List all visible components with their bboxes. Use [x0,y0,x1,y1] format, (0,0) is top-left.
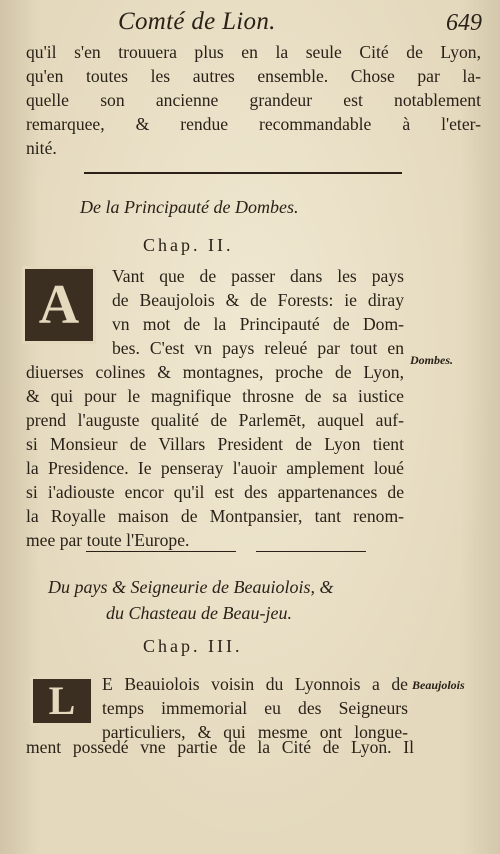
text-line: bes. C'est vn pays releué par tout en [112,338,404,358]
decorated-initial: L [30,676,94,726]
text-line: nité. [26,138,57,158]
text-line: Vant que de passer dans les pays [112,266,404,286]
text-line: mee par toute l'Europe. [26,530,190,550]
section-title: Du pays & Seigneurie de Beauiolois, & [48,577,334,597]
text-line: ment possedé vne partie de la Cité de Lyon. Il [26,737,414,757]
section-divider [256,551,366,552]
text-line: temps immemorial eu des Seigneurs [102,698,408,718]
text-line: quelle son ancienne grandeur est notablement [26,90,481,110]
text-line: si i'adiouste encor qu'il est des appartenances de [26,482,404,502]
margin-note: Beaujolois [412,678,465,692]
initial-lines [112,264,404,360]
margin-note: Dombes. [410,353,453,367]
initial-lines [102,672,408,744]
text-line: & qui pour le magnifique throsne de sa iustice [26,386,404,406]
text-line: la Presidence. Ie penseray l'auoir amplement loué [26,458,404,478]
decorated-initial: A [22,266,96,344]
text-line: diuerses colines & montagnes, proche de Lyon, [26,362,404,382]
text-line: qu'il s'en trouuera plus en la seule Cité de Lyon, [26,42,481,62]
chapter-heading: Chap. III. [143,636,243,656]
section-title: De la Principauté de Dombes. [80,197,299,217]
section-title: du Chasteau de Beau-jeu. [106,603,292,623]
section-divider [84,172,402,174]
text-line: remarquee, & rendue recommandable à l'eter- [26,114,481,134]
page-header [0,8,500,38]
text-line: E Beauiolois voisin du Lyonnois a de [102,674,408,694]
text-line: particuliers, & qui mesme ont longue- [102,722,408,742]
text-line: prend l'auguste qualité de Parlemēt, auquel auf- [26,410,404,430]
intro-paragraph [26,40,481,160]
page-number: 649 [446,10,482,36]
chapter-heading: Chap. II. [143,235,234,255]
text-line: vn mot de la Principauté de Dom- [112,314,404,334]
text-line: si Monsieur de Villars President de Lyon tient [26,434,404,454]
running-head: Comté de Lion. [118,8,276,35]
section1-body [26,360,404,552]
text-line: qu'en toutes les autres ensemble. Chose par la- [26,66,481,86]
text-line: de Beaujolois & de Forests: ie diray [112,290,404,310]
text-line: la Royalle maison de Montpansier, tant renom- [26,506,404,526]
section2-body [26,735,414,759]
section-divider [86,551,236,552]
